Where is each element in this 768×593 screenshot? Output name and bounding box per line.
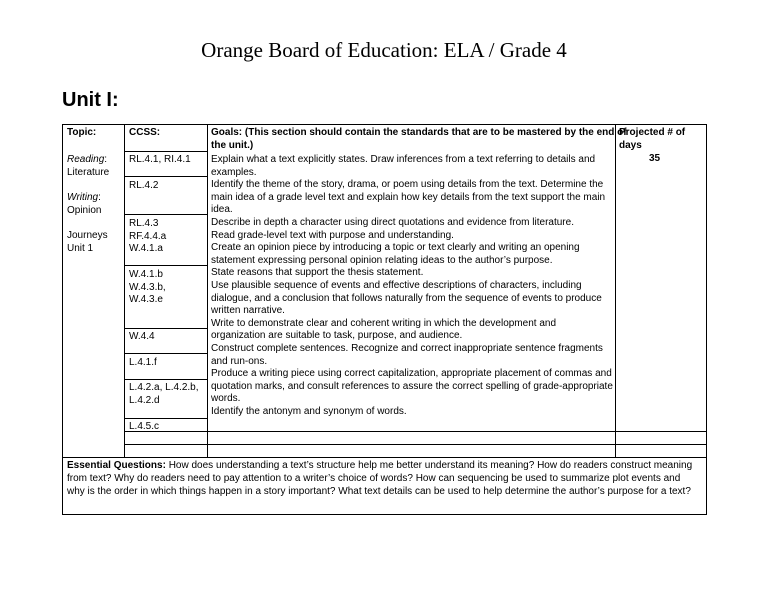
column-divider [207, 125, 208, 457]
goal-line: main idea of a grade level text and explain how key details from the text support the main [211, 191, 606, 203]
essential-questions-text: How does understanding a text’s structure help me better understand its meaning? How do readers construct meaning [168, 460, 693, 471]
ccss-code: L.4.5.c [129, 421, 160, 432]
topic-reading: Reading: [67, 154, 108, 165]
goal-line: statement expressing personal opinion relating ideas to the author’s purpose. [211, 254, 553, 266]
ccss-code: W.4.3.b, [129, 281, 166, 293]
essential-questions [67, 459, 704, 499]
goal-line: Describe in depth a character using direct quotations and evidence from literature. [211, 217, 574, 228]
row-divider [124, 379, 208, 380]
projected-days-value: 35 [649, 153, 661, 164]
column-divider [124, 125, 125, 457]
topic-header: Topic: [67, 127, 97, 138]
essential-questions-text: from text? Why do readers need to pay attention to a writer’s choice of words? How can sequencing be used to summarize plot events and [67, 473, 681, 485]
goal-line: State reasons that support the thesis statement. [211, 267, 424, 279]
row-divider [124, 444, 208, 445]
goals-header: the unit.) [211, 139, 254, 151]
column-divider [615, 125, 616, 457]
row-divider [124, 176, 208, 177]
goal-line: examples. [211, 166, 257, 178]
ccss-header: CCSS: [129, 127, 161, 138]
essential-questions-label: Essential Questions: [67, 460, 166, 471]
curriculum-table [62, 124, 707, 515]
row-divider [124, 265, 208, 266]
ccss-code: W.4.3.e [129, 294, 163, 306]
topic-writing-sub: Opinion [67, 204, 102, 216]
ccss-code: RF.4.4.a [129, 230, 167, 242]
row-divider [63, 457, 706, 458]
ccss-code: RL.4.1, RI.4.1 [129, 154, 191, 165]
essential-questions-text: why is the order in which things happen in a story important? What text details can be used to help determine the author’s purpose for a text? [67, 486, 691, 498]
ccss-code: W.4.4 [129, 331, 155, 342]
ccss-code: L.4.2.d [129, 394, 160, 406]
goal-line: written narrative. [211, 305, 285, 317]
goal-line: Read grade-level text with purpose and understanding. [211, 229, 454, 241]
topic-journeys: Journeys [67, 230, 108, 241]
row-divider [208, 431, 706, 432]
topic-journeys-unit: Unit 1 [67, 242, 94, 254]
days-header: Projected # of [619, 127, 686, 138]
row-divider [124, 418, 208, 419]
goal-line: idea. [211, 204, 233, 216]
row-divider [124, 353, 208, 354]
goal-line: Produce a writing piece using correct capitalization, appropriate placement of commas and [211, 368, 612, 380]
goal-line: Identify the theme of the story, drama, or poem using details from the text. Determine the [211, 179, 604, 191]
goal-line: quotation marks, and consult references to assure the correct spelling of grade-appropriate [211, 380, 613, 392]
goal-line: organization are suitable to task, purpose, and audience. [211, 330, 463, 342]
row-divider [208, 444, 706, 445]
goal-line: Identify the antonym and synonym of words. [211, 406, 407, 417]
goal-line: Write to demonstrate clear and coherent writing in which the development and [211, 317, 557, 329]
ccss-code: RL.4.2 [129, 180, 159, 191]
goals-header: Goals: (This section should contain the standards that are to be mastered by the end of [211, 127, 627, 138]
goal-line: dialogue, and a conclusion that follows naturally from the sequence of events to produce [211, 292, 602, 304]
goal-line: Explain what a text explicitly states. Draw inferences from a text referring to details and [211, 154, 596, 165]
ccss-code: L.4.2.a, L.4.2.b, [129, 382, 199, 393]
goal-line: Use plausible sequence of events and effective descriptions of characters, including [211, 280, 582, 291]
goal-line: Construct complete sentences. Recognize and correct inappropriate sentence fragments [211, 343, 603, 354]
topic-reading-sub: Literature [67, 166, 110, 178]
ccss-code: W.4.1.a [129, 243, 163, 255]
ccss-code: W.4.1.b [129, 269, 163, 280]
ccss-code: RL.4.3 [129, 218, 159, 229]
row-divider [124, 151, 208, 152]
days-header: days [619, 139, 642, 151]
ccss-code: L.4.1.f [129, 357, 157, 368]
row-divider [124, 328, 208, 329]
unit-heading: Unit I: [62, 89, 119, 111]
goal-line: and run-ons. [211, 355, 268, 367]
topic-writing: Writing: [67, 192, 101, 203]
goal-line: words. [211, 393, 241, 405]
goal-line: Create an opinion piece by introducing a topic or text clearly and writing an opening [211, 242, 580, 254]
row-divider [124, 214, 208, 215]
page-title: Orange Board of Education: ELA / Grade 4 [201, 38, 567, 62]
